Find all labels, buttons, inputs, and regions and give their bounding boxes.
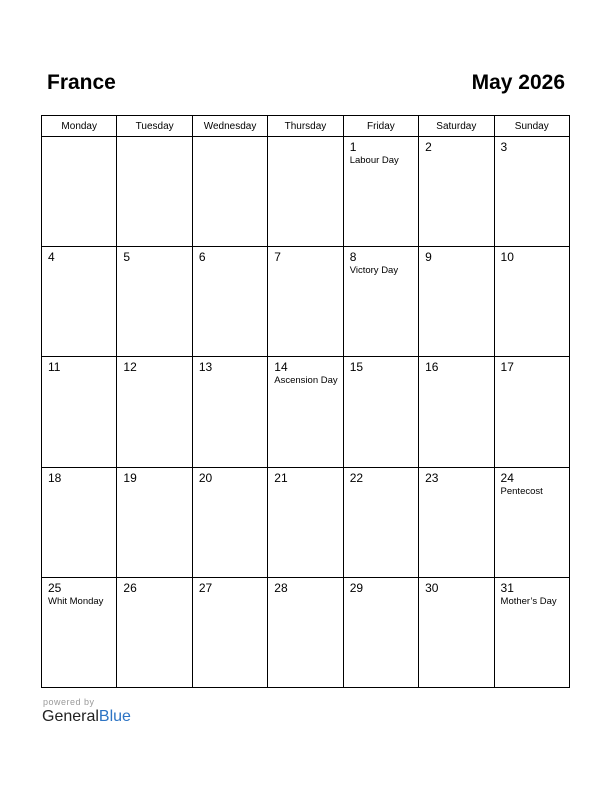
weekday-saturday: Saturday — [419, 116, 494, 137]
day-number: 2 — [425, 140, 432, 154]
day-number: 31 — [500, 580, 514, 595]
holiday-label: Victory Day — [349, 265, 399, 277]
day-cell — [268, 357, 343, 467]
day-number: 12 — [123, 360, 137, 375]
day-cell — [42, 577, 117, 687]
day-cell — [343, 577, 418, 687]
day-cell — [494, 577, 569, 687]
week-row — [42, 577, 570, 687]
day-cell — [42, 137, 117, 247]
day-cell — [117, 247, 192, 357]
day-cell — [42, 357, 117, 467]
weekday-thursday: Thursday — [268, 116, 343, 137]
day-cell — [343, 467, 418, 577]
day-number: 16 — [425, 360, 439, 375]
day-cell — [268, 247, 343, 357]
day-cell — [419, 357, 494, 467]
day-number: 17 — [500, 360, 514, 375]
day-cell — [419, 467, 494, 577]
week-row — [42, 247, 570, 357]
day-number: 13 — [198, 360, 213, 375]
day-number: 5 — [123, 250, 131, 265]
day-number: 26 — [123, 580, 137, 595]
calendar-grid — [41, 115, 570, 688]
week-row — [42, 357, 570, 467]
day-cell — [192, 357, 267, 467]
day-cell — [494, 247, 569, 357]
day-number: 20 — [198, 470, 213, 485]
day-number: 19 — [123, 470, 137, 485]
weekday-friday: Friday — [343, 116, 418, 137]
holiday-label: Ascension Day — [274, 375, 338, 387]
day-number: 15 — [349, 360, 364, 375]
page-title-country: France — [47, 71, 116, 94]
brand-name-part2: Blue — [98, 708, 131, 725]
day-number: 11 — [48, 360, 61, 375]
day-cell — [268, 467, 343, 577]
day-number: 10 — [500, 250, 514, 265]
day-number: 3 — [500, 140, 508, 154]
day-number: 24 — [500, 470, 514, 485]
day-number: 9 — [425, 250, 432, 265]
day-number: 14 — [274, 360, 288, 375]
day-cell — [117, 577, 192, 687]
week-row — [42, 467, 570, 577]
day-cell — [419, 137, 494, 247]
day-number: 30 — [425, 580, 439, 595]
holiday-label: Whit Monday — [48, 595, 104, 607]
weekday-monday: Monday — [42, 116, 117, 137]
day-cell — [117, 357, 192, 467]
day-cell — [117, 467, 192, 577]
day-number: 25 — [48, 580, 62, 595]
day-cell — [268, 137, 343, 247]
weekday-wednesday: Wednesday — [192, 116, 267, 137]
holiday-label: Mother’s Day — [500, 595, 557, 607]
day-number: 21 — [274, 470, 288, 485]
weekday-sunday: Sunday — [494, 116, 569, 137]
day-cell — [494, 467, 569, 577]
day-cell — [268, 577, 343, 687]
brand-name-part1: General — [42, 708, 99, 725]
day-cell — [419, 577, 494, 687]
day-cell — [117, 137, 192, 247]
day-cell — [42, 247, 117, 357]
day-cell — [419, 247, 494, 357]
day-number: 22 — [349, 470, 364, 485]
week-row — [42, 137, 570, 247]
day-number: 1 — [349, 140, 357, 154]
day-number: 18 — [48, 470, 62, 485]
day-cell — [192, 137, 267, 247]
day-number: 29 — [349, 580, 364, 595]
day-number: 4 — [48, 250, 55, 265]
day-cell — [192, 577, 267, 687]
day-number: 23 — [425, 470, 439, 485]
weekday-header-row — [42, 116, 570, 137]
day-cell — [42, 467, 117, 577]
day-cell — [343, 247, 418, 357]
holiday-label: Labour Day — [349, 155, 399, 166]
day-number: 27 — [198, 580, 213, 595]
brand-name — [42, 707, 131, 727]
day-cell — [343, 357, 418, 467]
day-cell — [494, 357, 569, 467]
holiday-label: Pentecost — [500, 485, 543, 497]
day-number: 6 — [198, 250, 206, 265]
day-cell — [494, 137, 569, 247]
powered-by-label: powered by — [43, 697, 95, 707]
brand-logo — [42, 697, 131, 727]
day-number: 7 — [274, 250, 281, 265]
page-title-month: May 2026 — [471, 71, 565, 94]
day-cell — [192, 247, 267, 357]
weekday-tuesday: Tuesday — [117, 116, 192, 137]
day-number: 28 — [274, 580, 288, 595]
day-cell — [192, 467, 267, 577]
day-cell — [343, 137, 418, 247]
day-number: 8 — [349, 250, 357, 265]
